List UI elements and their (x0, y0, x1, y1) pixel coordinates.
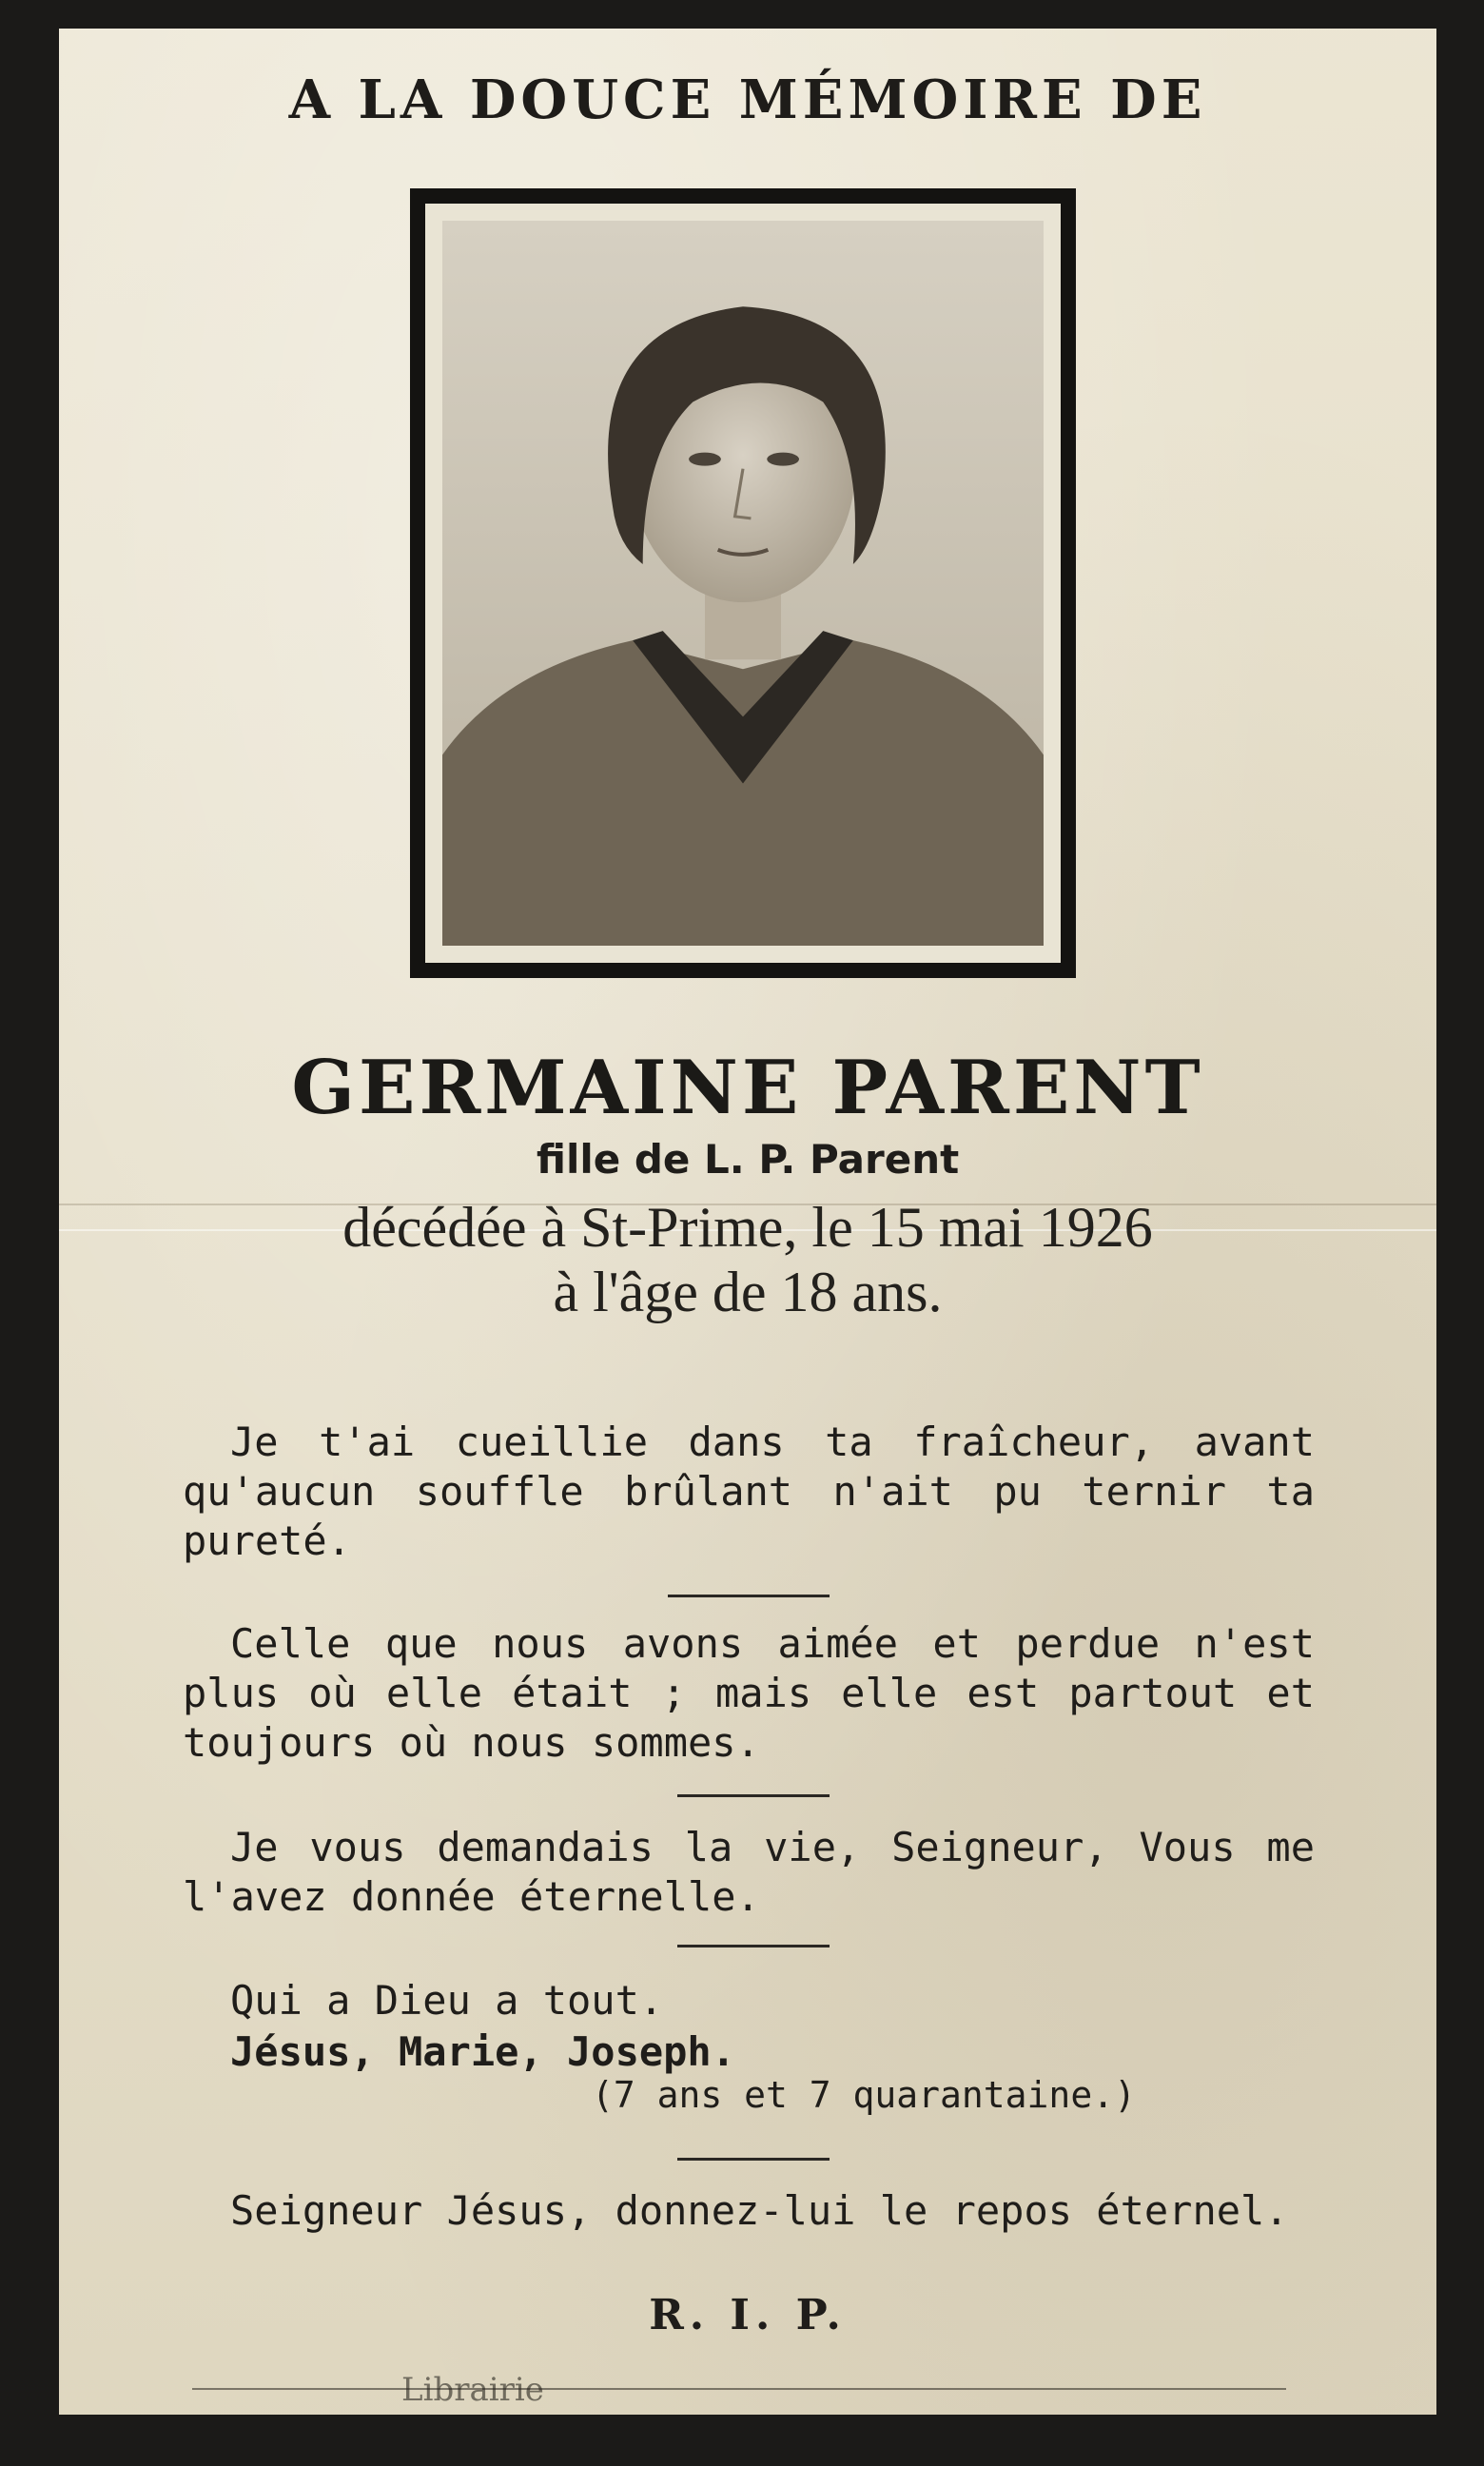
final-prayer: Seigneur Jésus, donnez-lui le repos éternel. (230, 2187, 1289, 2234)
rip-inscription: R. I. P. (649, 2291, 847, 2339)
card-header: A LA DOUCE MÉMOIRE DE (288, 68, 1207, 131)
divider (668, 1595, 830, 1597)
closing-line-2: Jésus, Marie, Joseph. (230, 2028, 736, 2075)
portrait-mat (425, 204, 1061, 963)
printer-imprint: Librairie (401, 2371, 544, 2409)
verse-3: Je vous demandais la vie, Seigneur, Vous me l'avez donnée éternelle. (183, 1824, 1315, 1920)
closing-line-1: Qui a Dieu a tout. (230, 1977, 664, 2024)
divider (677, 1945, 830, 1947)
verse-2: Celle que nous avons aimée et perdue n'est plus où elle était ; mais elle est partout et toujours où nous sommes. (183, 1620, 1315, 1766)
closing-prayer (230, 1975, 735, 2078)
death-place-date: décédée à St-Prime, le 15 mai 1926 (342, 1196, 1153, 1259)
memorial-card (59, 29, 1436, 2415)
parent-line: fille de L. P. Parent (536, 1136, 960, 1183)
divider (677, 1794, 830, 1797)
verse-1: Je t'ai cueillie dans ta fraîcheur, avant qu'aucun souffle brûlant n'ait pu ternir ta pureté. (183, 1419, 1315, 1564)
portrait-frame (410, 188, 1076, 978)
portrait-photo (442, 221, 1044, 946)
age-at-death: à l'âge de 18 ans. (553, 1261, 943, 1323)
indulgence-note: (7 ans et 7 quarantaine.) (592, 2074, 1136, 2116)
bottom-rule (192, 2388, 1286, 2390)
deceased-name: GERMAINE PARENT (291, 1045, 1204, 1131)
divider (677, 2158, 830, 2161)
